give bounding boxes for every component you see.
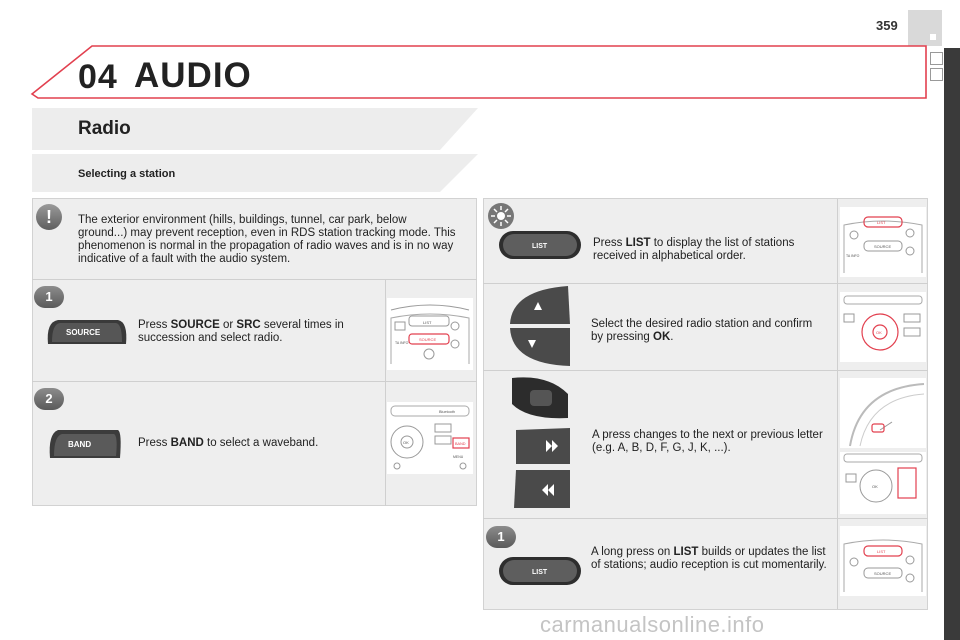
right-step-select-text: Select the desired radio station and confirm by pressing OK. <box>591 318 813 343</box>
warning-icon: ! <box>36 204 62 230</box>
page-tab <box>908 10 942 46</box>
next-prev-buttons-graphic <box>512 426 572 510</box>
source-panel-thumbnail <box>387 298 473 370</box>
square-icon <box>930 68 943 81</box>
svg-text:LIST: LIST <box>877 549 886 554</box>
warning-note-text: The exterior environment (hills, buildings, tunnel, car park, below ground...) may prevent reception, even in RDS station tracking mode. This phenomenon is normal in the propagation of radio waves and is in no way indicative of a fault with the audio system. <box>78 214 456 265</box>
svg-text:MENU: MENU <box>453 455 464 459</box>
step-badge: 2 <box>34 388 64 410</box>
left-step-2-text: Press BAND to select a waveband. <box>138 437 319 449</box>
svg-text:SOURCE: SOURCE <box>874 244 892 249</box>
watermark: carmanualsonline.info <box>540 612 765 637</box>
svg-text:LIST: LIST <box>877 220 886 225</box>
list-panel-thumbnail <box>840 207 926 277</box>
band-button-label: BAND <box>68 440 92 449</box>
list-button-label: LIST <box>532 243 548 250</box>
ok-panel-thumbnail <box>840 292 926 362</box>
svg-text:TA INFO: TA INFO <box>846 254 860 258</box>
page-number: 359 <box>876 18 898 33</box>
svg-text:SOURCE: SOURCE <box>874 571 892 576</box>
source-button-graphic <box>44 318 128 346</box>
up-down-buttons-graphic <box>508 284 574 368</box>
right-step-list-text: Press LIST to display the list of stations received in alphabetical order. <box>593 237 795 262</box>
step-badge: 1 <box>486 526 516 548</box>
chapter-number: 04 <box>78 58 118 96</box>
right-edge-bar <box>944 48 960 640</box>
list-button-label: LIST <box>532 569 548 576</box>
list-longpress-thumbnail <box>840 526 926 596</box>
divider <box>32 279 477 280</box>
source-button-label: SOURCE <box>66 328 101 337</box>
right-step-letter-text: A press changes to the next or previous letter (e.g. A, B, D, F, G, J, K, ...). <box>592 429 823 454</box>
section-title: Radio <box>78 118 131 139</box>
band-button-graphic <box>48 428 122 460</box>
divider <box>483 518 928 519</box>
divider <box>483 370 928 371</box>
step-badge: 1 <box>34 286 64 308</box>
tip-icon <box>487 202 515 230</box>
divider <box>837 199 838 609</box>
svg-text:OK: OK <box>403 440 409 445</box>
chapter-title: AUDIO <box>134 56 252 95</box>
band-panel-thumbnail <box>387 402 473 474</box>
svg-text:OK: OK <box>876 330 882 335</box>
right-step-longpress-text: A long press on LIST builds or updates the list of stations; audio reception is cut momentarily. <box>591 546 827 571</box>
steering-wheel-thumbnail <box>840 378 926 448</box>
next-prev-panel-thumbnail <box>840 452 926 514</box>
subsection-title: Selecting a station <box>78 168 176 180</box>
list-button-graphic <box>498 556 582 586</box>
svg-text:SOURCE: SOURCE <box>419 337 437 342</box>
svg-text:TA INFO: TA INFO <box>395 341 409 345</box>
left-step-1-text: Press SOURCE or SRC several times in succession and select radio. <box>138 319 344 344</box>
svg-text:LIST: LIST <box>423 320 432 325</box>
steering-control-graphic <box>508 374 572 422</box>
divider <box>385 280 386 506</box>
list-button-graphic <box>498 230 582 260</box>
square-icon <box>930 52 943 65</box>
svg-text:BAND: BAND <box>455 442 466 446</box>
svg-text:OK: OK <box>872 484 878 489</box>
page-tab-square <box>930 34 936 40</box>
svg-text:Bluetooth: Bluetooth <box>439 410 456 414</box>
divider <box>32 381 477 382</box>
